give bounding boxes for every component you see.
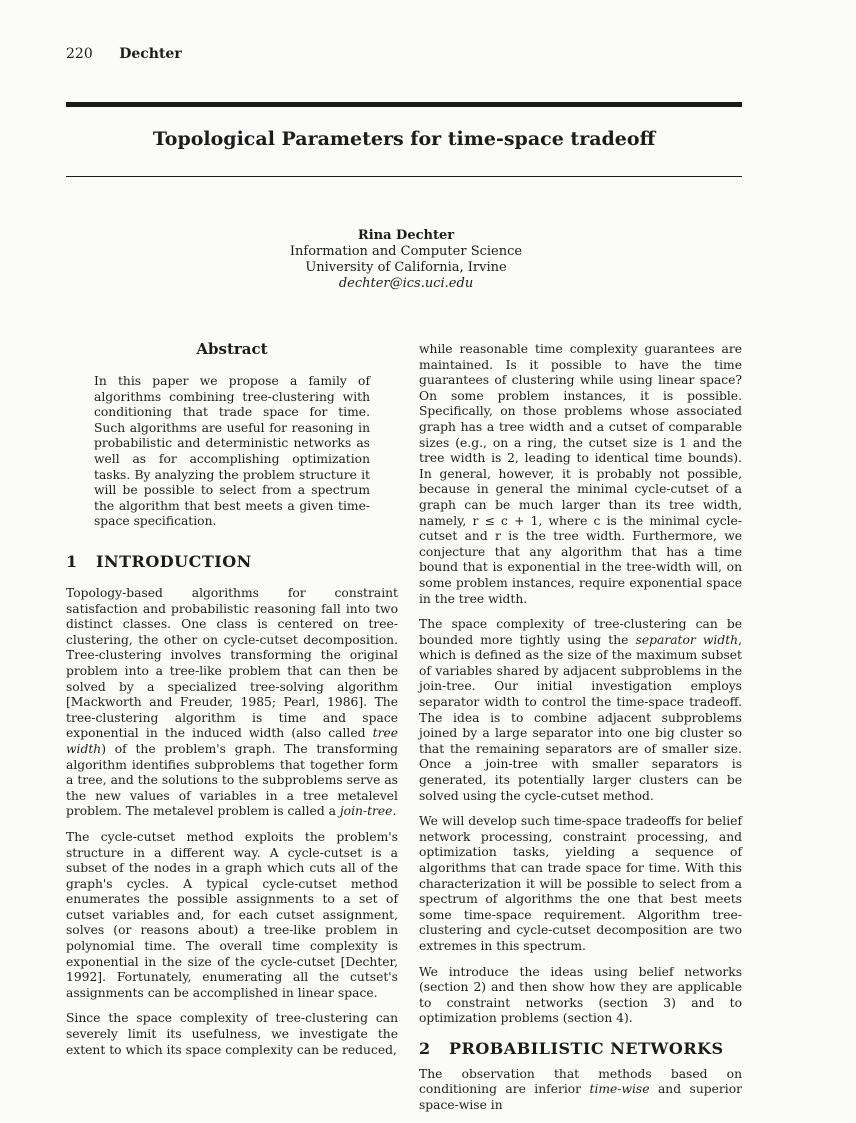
section-2-number: 2 (419, 1038, 431, 1058)
section-1-heading (66, 552, 252, 571)
left-column-body (66, 586, 398, 1068)
section-1-number: 1 (66, 552, 78, 571)
sec2-p1-text-b: and superior space-wise in (419, 1082, 742, 1112)
section-2-paragraph-1 (419, 1067, 742, 1114)
intro-p1-em-tree-width: tree width (66, 726, 398, 756)
section-1-title: INTRODUCTION (96, 552, 252, 571)
intro-paragraph-3: Since the space complexity of tree-clustering can severely limit its usefulness, we investigate the extent to which its space complexity can be reduced, (66, 1011, 398, 1057)
abstract-body (94, 374, 370, 540)
intro-p1-text-b: ) of the problem's graph. The transforming algorithm identifies subproblems that together form a tree, and the solutions to the subproblems serve as the new values of variables in a tree metalevel problem. The metalevel problem is called a (66, 741, 398, 819)
affiliation-line-2: University of California, Irvine (305, 260, 507, 275)
intro-paragraph-1 (66, 586, 398, 820)
right-p2-em-separator-width: separator width (635, 632, 739, 647)
author-email: dechter@ics.uci.edu (338, 276, 474, 291)
right-paragraph-2 (419, 617, 742, 804)
page-number: 220 (66, 46, 93, 62)
intro-paragraph-2: The cycle-cutset method exploits the problem's structure in a different way. A cycle-cutset is a subset of the nodes in a graph which cuts all of the graph's cycles. A typical cycle-cutset method enumerates the possible assignments to a set of cutset variables and, for each cutset assignment, solves (or reasons about) a tree-like problem in polynomial time. The overall time complexity is exponential in the size of the cycle-cutset [Dechter, 1992]. Fortunately, enumerating all the cutset's assignments can be accomplished in linear space. (66, 829, 398, 1000)
section-2-heading (419, 1038, 742, 1058)
right-column-body (419, 342, 742, 1123)
right-paragraph-1: while reasonable time complexity guarantees are maintained. Is it possible to have the time guarantees of clustering while using linear space? On some problem instances, it is possible. Specifically, on those problems whose associated graph has a tree width and a cutset of comparable sizes (e.g., on a ring, the cutset size is 1 and the tree width is 2, leading to identical time bounds). In general, however, it is probably not possible, because in general the minimal cycle-cutset of a graph can be much larger than its tree width, namely, r ≤ c + 1, where c is the minimal cycle-cutset and r is the tree width. Furthermore, we conjecture that any algorithm that has a time bound that is exponential in the tree-width will, on some problem instances, require exponential space in the tree width. (419, 342, 742, 606)
abstract-text: In this paper we propose a family of algorithms combining tree-clustering with conditioning that trade space for time. Such algorithms are useful for reasoning in probabilistic and deterministic networks as well as for accomplishing optimization tasks. By analyzing the problem structure it will be possible to select from a spectrum the algorithm that best meets a given time-space specification. (94, 374, 370, 529)
author-block (236, 228, 576, 292)
top-rule (66, 102, 742, 107)
author-name: Rina Dechter (357, 228, 455, 243)
right-paragraph-3: We will develop such time-space tradeoffs for belief network processing, constraint processing, and optimization tasks, yielding a sequence of algorithms that can trade space for time. With this characterization it will be possible to select from a spectrum of algorithms the one that best meets some time-space requirement. Algorithm tree-clustering and cycle-cutset decomposition are two extremes in this spectrum. (419, 814, 742, 953)
abstract-heading: Abstract (196, 340, 268, 358)
intro-p1-text-a: Topology-based algorithms for constraint satisfaction and probabilistic reasoning fall into two distinct classes. One class is centered on tree-clustering, the other on cycle-cutset decomposition. Tree-clustering involves transforming the original problem into a tree-like problem that can then be solved by a specialized tree-solving algorithm [Mackworth and Freuder, 1985; Pearl, 1986]. The tree-clustering algorithm is time and space exponential in the induced width (also called (66, 586, 398, 741)
right-p2-text-b: , which is defined as the size of the maximum subset of variables shared by adjacent subproblems in the join-tree. Our initial investigation employs separator width to control the time-space tradeoff. The idea is to combine adjacent subproblems joined by a large separator into one big cluster so that the remaining separators are of smaller size. Once a join-tree with smaller separators is generated, its potentially larger clusters can be solved using the cycle-cutset method. (419, 632, 743, 803)
right-p2-text-a: The space complexity of tree-clustering can be bounded more tightly using the (419, 617, 742, 647)
title-rule (66, 176, 742, 177)
running-header (66, 46, 182, 62)
paper-title: Topological Parameters for time-space tradeoff (152, 128, 656, 150)
intro-p1-em-join-tree: join-tree (339, 804, 393, 819)
sec2-p1-text-a: The observation that methods based on conditioning are inferior (419, 1066, 742, 1097)
intro-p1-text-c: . (392, 804, 397, 819)
sec2-p1-em-time-wise: time-wise (589, 1082, 650, 1097)
affiliation-line-1: Information and Computer Science (289, 244, 523, 259)
section-2-title: PROBABILISTIC NETWORKS (449, 1038, 724, 1058)
running-author: Dechter (119, 46, 182, 62)
right-paragraph-4: We introduce the ideas using belief networks (section 2) and then show how they are applicable to constraint networks (section 3) and to optimization problems (section 4). (419, 964, 742, 1026)
